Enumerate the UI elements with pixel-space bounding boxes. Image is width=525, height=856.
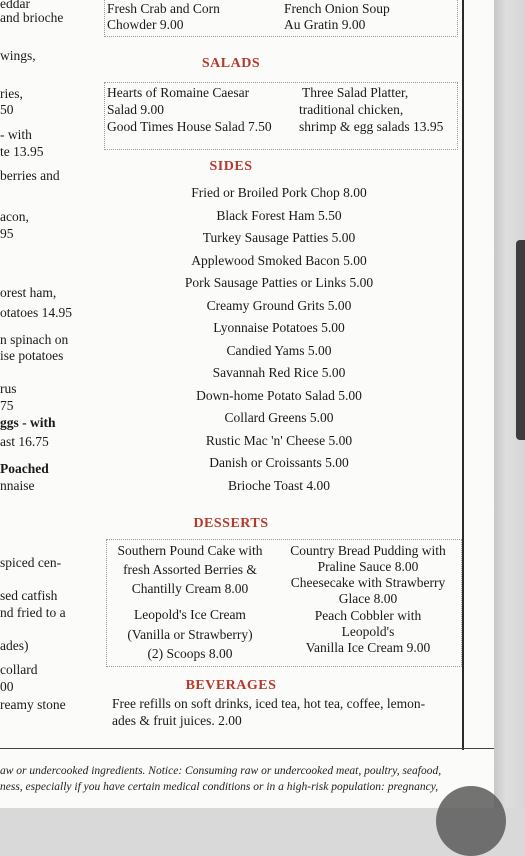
left-fragment: orest ham, bbox=[0, 285, 57, 300]
sides-item: Rustic Mac 'n' Cheese 5.00 bbox=[205, 432, 353, 448]
left-fragment: acon, bbox=[0, 209, 29, 224]
left-fragment: nd fried to a bbox=[0, 605, 66, 620]
sides-item: Savannah Red Rice 5.00 bbox=[212, 365, 346, 380]
left-fragment: otatoes 14.95 bbox=[0, 305, 72, 320]
sides-item: Danish or Croissants 5.00 bbox=[209, 455, 349, 470]
sides-heading: SIDES bbox=[209, 159, 253, 174]
beverages-line: ades & fruit juices. 2.00 bbox=[112, 713, 242, 728]
left-fragment: ades) bbox=[0, 638, 29, 653]
dessert-left-line: Chantilly Cream 8.00 bbox=[131, 581, 249, 596]
dessert-left-line: Leopold's Ice Cream bbox=[134, 607, 246, 622]
dessert-left-line: (Vanilla or Strawberry) bbox=[127, 627, 253, 642]
beverages-line: Free refills on soft drinks, iced tea, hot tea, coffee, lemon- bbox=[112, 696, 426, 711]
dessert-left-line: (2) Scoops 8.00 bbox=[147, 646, 233, 661]
footer-divider bbox=[0, 748, 494, 749]
beverages-text bbox=[112, 695, 462, 729]
left-fragment: and brioche bbox=[0, 10, 64, 25]
dessert-right-line: Glace 8.00 bbox=[338, 591, 398, 606]
footer-notice-line: aw or undercooked ingredients. Notice: Consuming raw or undercooked meat, poultry, seafood, bbox=[0, 765, 442, 777]
left-fragment: 50 bbox=[0, 102, 14, 117]
sides-item: Brioche Toast 4.00 bbox=[228, 477, 330, 493]
salad-left-line: Hearts of Romaine Caesar bbox=[107, 85, 250, 100]
sides-item: Candied Yams 5.00 bbox=[226, 342, 332, 358]
desserts-heading: DESSERTS bbox=[193, 516, 269, 531]
side-scroll-handle[interactable] bbox=[516, 240, 525, 440]
left-fragment: spiced cen- bbox=[0, 555, 62, 570]
sides-item: Turkey Sausage Patties 5.00 bbox=[202, 230, 356, 245]
sides-item: Collard Greens 5.00 bbox=[224, 410, 334, 425]
left-fragment: te 13.95 bbox=[0, 144, 44, 159]
footer-notice-line: ness, especially if you have certain medical conditions or in a high-risk population: pregnancy, bbox=[0, 781, 439, 793]
salad-right-line: traditional chicken, bbox=[299, 102, 404, 117]
left-fragment: sed catfish bbox=[0, 588, 58, 603]
left-fragment: Poached bbox=[0, 461, 49, 476]
left-fragment: eddar bbox=[0, 0, 30, 11]
dessert-right-line: Country Bread Pudding with bbox=[290, 543, 446, 558]
left-fragment: n spinach on bbox=[0, 332, 69, 347]
sides-item: Down-home Potato Salad 5.00 bbox=[196, 387, 362, 403]
soup-right-line: French Onion Soup bbox=[284, 1, 390, 16]
floating-action-button[interactable] bbox=[436, 786, 506, 856]
menu-border-line bbox=[462, 0, 464, 750]
left-fragment: ast 16.75 bbox=[0, 434, 49, 449]
soup-left-line: Chowder 9.00 bbox=[107, 17, 184, 32]
left-fragment: 00 bbox=[0, 679, 14, 694]
sides-item: Lyonnaise Potatoes 5.00 bbox=[213, 320, 345, 335]
left-fragment: ries, bbox=[0, 86, 23, 101]
soup-right-line: Au Gratin 9.00 bbox=[284, 17, 366, 32]
sides-item: Fried or Broiled Pork Chop 8.00 bbox=[191, 185, 367, 200]
left-fragment: ggs - with bbox=[0, 415, 56, 430]
left-fragment: reamy stone bbox=[0, 697, 66, 712]
salad-left-line: Good Times House Salad 7.50 bbox=[107, 119, 272, 134]
left-fragment: rus bbox=[0, 381, 17, 396]
left-fragment: 95 bbox=[0, 226, 14, 241]
soup-left-line: Fresh Crab and Corn bbox=[107, 1, 220, 16]
dessert-right-line: Peach Cobbler with bbox=[314, 608, 422, 623]
sides-item: Applewood Smoked Bacon 5.00 bbox=[191, 252, 367, 268]
sides-item: Black Forest Ham 5.50 bbox=[216, 207, 342, 223]
dessert-left-line: Southern Pound Cake with bbox=[117, 543, 263, 558]
beverages-heading: BEVERAGES bbox=[185, 678, 277, 693]
dessert-left-line: fresh Assorted Berries & bbox=[123, 562, 257, 577]
salad-left-line: Salad 9.00 bbox=[107, 102, 164, 117]
sides-list bbox=[150, 184, 408, 499]
left-fragment: collard bbox=[0, 662, 38, 677]
sides-item: Pork Sausage Patties or Links 5.00 bbox=[184, 275, 374, 290]
salad-right-line: shrimp & egg salads 13.95 bbox=[299, 119, 444, 134]
salad-right-line: Three Salad Platter, bbox=[302, 85, 409, 100]
left-fragment: berries and bbox=[0, 168, 60, 183]
dessert-right-line: Vanilla Ice Cream 9.00 bbox=[305, 640, 431, 655]
left-fragment: 75 bbox=[0, 398, 14, 413]
left-fragment: nnaise bbox=[0, 478, 35, 493]
left-fragment: - with bbox=[0, 127, 32, 142]
dessert-right-line: Praline Sauce 8.00 bbox=[317, 559, 419, 574]
left-fragment: ise potatoes bbox=[0, 348, 64, 363]
dessert-right-line: Cheesecake with Strawberry bbox=[290, 575, 446, 590]
sides-item: Creamy Ground Grits 5.00 bbox=[206, 297, 352, 313]
dessert-right-line: Leopold's bbox=[341, 624, 395, 639]
left-fragment: wings, bbox=[0, 48, 36, 63]
salads-heading: SALADS bbox=[201, 56, 261, 71]
